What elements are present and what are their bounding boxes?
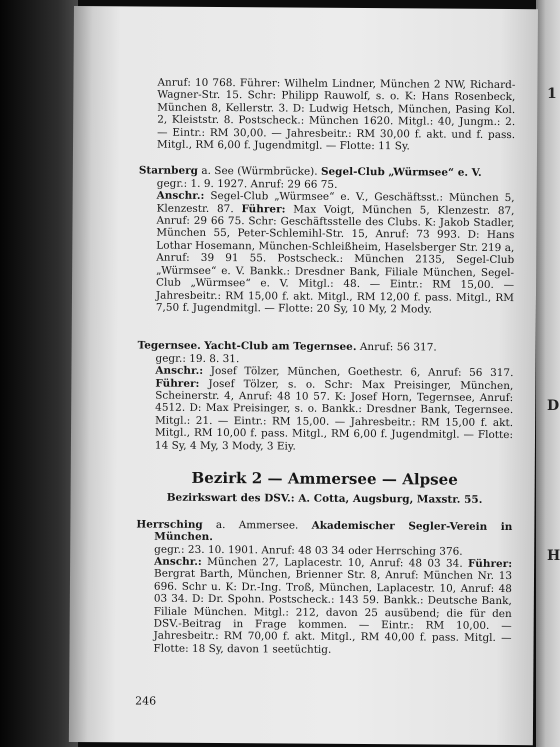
entry-founded: gegr.: 1. 9. 1927. Anruf: 29 66 75. [156,177,338,191]
club-name: Akademischer Segler-Verein in München. [154,519,513,544]
leader-label: Führer: [155,377,200,390]
place-name: Tegernsee. [137,339,201,353]
entry-details [138,190,515,317]
details-text: Bergrat Barth, München, Brienner Str. 8, Anruf: München Nr. 13 696. Schr u. K: Dr.-Ing. Troß, München, Laplacestr. 10, Anruf: 48 03 34. D: Dr. Spohn. Postscheck.: 143 59. Bankk.: Deutsche Bank, Filiale München. Mitgl.: 212, davon 25 ausübend; die für den DSV.-Beitrag in Frage kommen. — Eintr.: RM 10,00. — Jahresbeitr.: RM 70,00 f. akt. Mitgl., RM 40,00 f. pass. Mitgl. — Flotte: 18 Sy, davon 1 seetüchtig. [153,567,513,656]
entry-title-line [136,518,512,545]
club-phone: Anruf: 56 317. [356,341,437,354]
address-text: Segel-Club „Würmsee“ e. V., Geschäftsst.: München 5, Klenzestr. 87. [156,190,515,215]
section-subheading: Bezirkswart des DSV.: A. Cotta, Augsburg, Maxstr. 55. [166,492,483,507]
place-name: Starnberg [138,164,199,178]
details-text: Max Voigt, München 5, Klenzestr. 87, Anruf: 29 66 75. Schr: Geschäftsstelle des Clubs. K: Jakob Stadler, München 55, Peter-Schlemihl-Str. 15, Anruf: 73 993. D: Hans Lothar Hosemann, München-Schleißheim, Haselsberger Str. 219 a, Anruf: 39 91 55. Postscheck.: München 2135, Segel-Club „Würmsee“ e. V. Bankk.: Dresdner Bank, Filiale München, Segel-Club „Würmsee“ e. V. Mitgl.: 48. — Eintr.: RM 15,00. — Jahresbeitr.: RM 15,00 f. akt. Mitgl., RM 12,00 f. pass. Mitgl., RM 7,50 f. Jugendmitgl. — Flotte: 20 Sy, 10 My, 2 Mody. [155,203,515,316]
edge-mark: H [547,548,560,564]
club-name: Segel-Club „Würmsee“ e. V. [320,166,482,180]
details-text: Josef Tölzer, s. o. Schr: Max Preisinger, München, Scheinerstr. 4, Anruf: 48 10 57. K: Josef Horn, Tegernsee, Anruf: 4512. D: Max Preisinger, s. o. Bankk.: Dresdner Bank, Tegernsee. Mitgl.: 21. — Eintr.: RM 15,00. — Jahresbeitr.: RM 15,00 f. akt. Mitgl., RM 10,00 f. pass. Mitgl., RM 6,00 f. Jugendmitgl. — Flotte: 14 Sy, 4 My, 3 Mody, 3 Eiy. [154,377,514,453]
leader-label: Führer: [468,557,513,571]
entry-details [137,365,514,454]
book-binding [0,0,78,747]
address-label: Anschr.: [154,555,202,568]
club-name: Yacht-Club am Tegernsee. [204,340,357,354]
place-name: Herrsching [136,518,203,531]
entry-founded: gegr.: 19. 8. 31. [155,352,240,365]
entry-details [135,555,512,657]
edge-mark: 1 [547,86,557,102]
page-text [135,76,515,671]
next-page-edge [536,0,560,747]
place-suffix: a. Ammersee. [202,518,299,532]
entry-herrsching [135,518,512,657]
address-label: Anschr.: [155,364,204,378]
book-page [69,6,538,745]
entry-continued [139,76,516,153]
entry-text: Anruf: 10 768. Führer: Wilhelm Lindner, München 2 NW, Richard-Wagner-Str. 15. Schr: Philipp Rauwolf, s. o. K: Hans Rosenbeck, München 8, Kellerstr. 3. D: Ludwig Hetsch, München, Pasing Kol. 2, Kleiststr. 8. Postscheck.: München 1620. Mitgl.: 40, Jungm.: 2. — Eintr.: RM 30,00. — Jahresbeitr.: RM 30,00 f. akt. und f. pass. Mitgl., RM 6,00 f. Jugendmitgl. — Flotte: 11 Sy. [156,76,516,153]
address-text: Josef Tölzer, München, Goethestr. 6, Anruf: 56 317. [203,365,514,380]
entry-tegernsee [137,340,514,454]
entry-starnberg [138,165,515,316]
leader-label: Führer: [241,202,286,216]
section-heading: Bezirk 2 — Ammersee — Alpsee [191,468,458,489]
page-number: 246 [135,694,157,708]
address-text: München 27, Laplacestr. 10, Anruf: 48 03 34. [201,555,469,570]
edge-mark: D [547,398,560,414]
place-suffix: a. See (Würmbrücke). [197,165,318,179]
entry-founded: gegr.: 23. 10. 1901. Anruf: 48 03 34 oder Herrsching 376. [154,543,463,558]
address-label: Anschr.: [156,189,205,203]
